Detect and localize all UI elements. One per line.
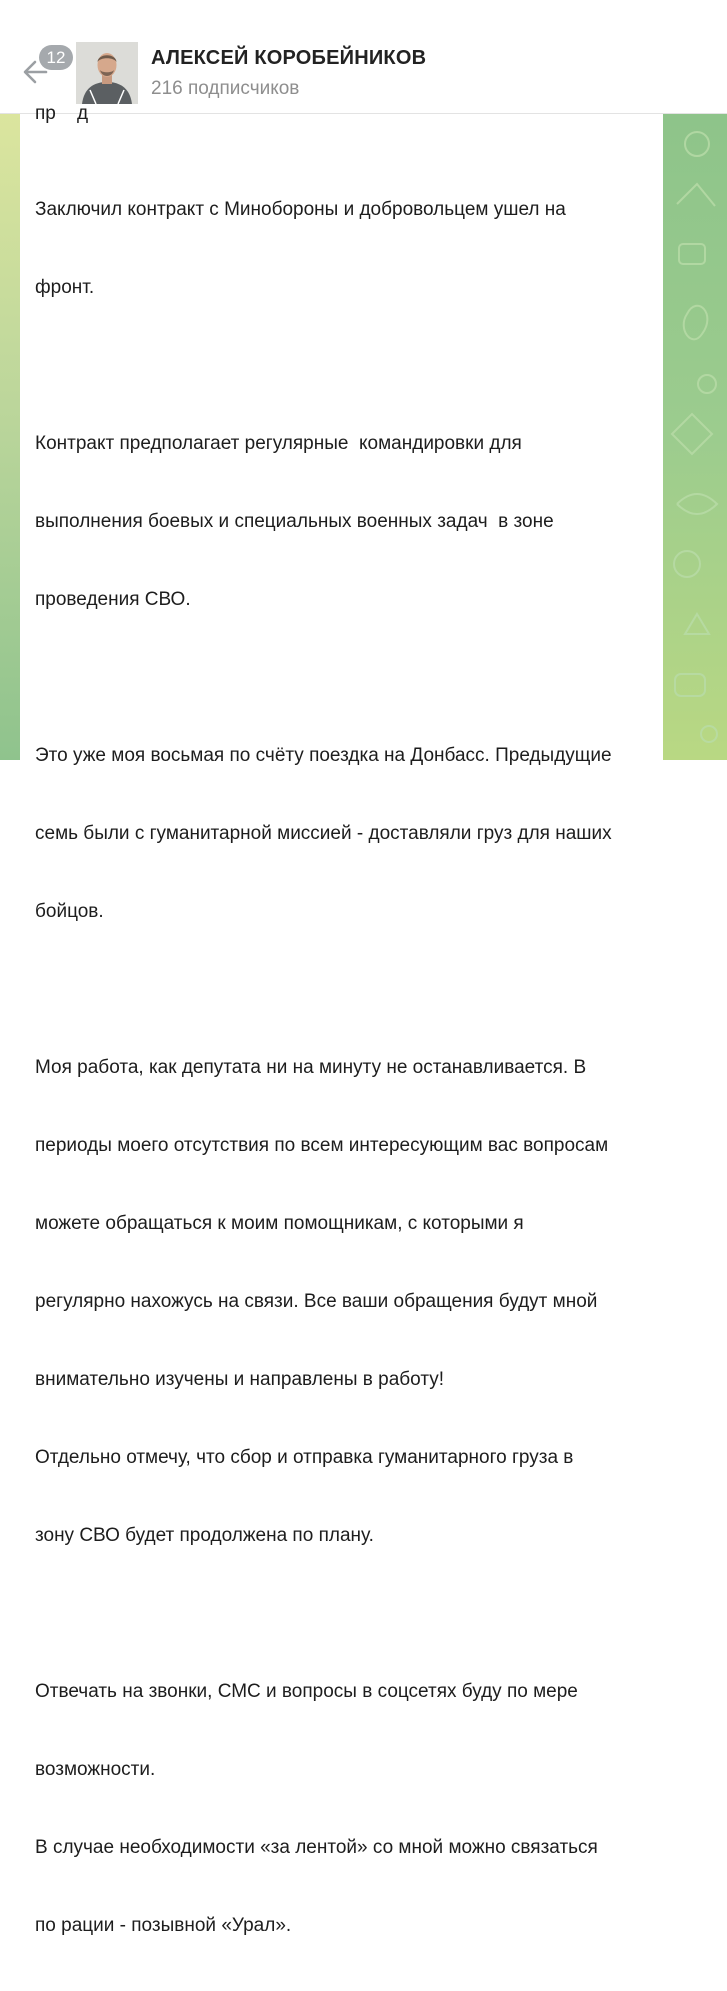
subscriber-count: 216 подписчиков bbox=[151, 78, 300, 99]
person-avatar-icon bbox=[76, 42, 138, 104]
wallpaper-doodles-icon bbox=[657, 114, 727, 760]
post-line: Моя работа, как депутата ни на минуту не останавливается. В bbox=[35, 1057, 587, 1078]
post-line: семь были с гуманитарной миссией - доставляли груз для наших bbox=[35, 823, 612, 844]
post-line bbox=[35, 1601, 655, 1627]
post-line: Заключил контракт с Минобороны и добровольцем ушел на bbox=[35, 199, 566, 220]
post-line: можете обращаться к моим помощникам, с которыми я bbox=[35, 1213, 524, 1234]
post-line: зону СВО будет продолжена по плану. bbox=[35, 1525, 374, 1546]
post-line: Отдельно отмечу, что сбор и отправка гуманитарного груза в bbox=[35, 1447, 574, 1468]
window-top-strip bbox=[0, 0, 727, 32]
post-text bbox=[35, 145, 655, 1991]
post-line: Это уже моя восьмая по счёту поездка на Донбасс. Предыдущие bbox=[35, 745, 612, 766]
post-line bbox=[35, 665, 655, 691]
post-line: Отвечать на звонки, СМС и вопросы в соцсетях буду по мере bbox=[35, 1681, 578, 1702]
cut-off-text-line: пр д bbox=[35, 103, 89, 124]
post-line: проведения СВО. bbox=[35, 589, 191, 610]
post-line: Контракт предполагает регулярные командировки для bbox=[35, 433, 522, 454]
post-line: внимательно изучены и направлены в работу! bbox=[35, 1369, 445, 1390]
post-line: бойцов. bbox=[35, 901, 104, 922]
channel-header bbox=[0, 32, 727, 114]
channel-title[interactable]: АЛЕКСЕЙ КОРОБЕЙНИКОВ bbox=[151, 47, 427, 69]
post-line: фронт. bbox=[35, 277, 95, 298]
post-line: регулярно нахожусь на связи. Все ваши обращения будут мной bbox=[35, 1291, 598, 1312]
channel-avatar[interactable] bbox=[76, 42, 138, 104]
unread-count-badge: 12 bbox=[39, 45, 73, 70]
post-line: В случае необходимости «за лентой» со мной можно связаться bbox=[35, 1837, 598, 1858]
post-line bbox=[35, 977, 655, 1003]
post-line: периоды моего отсутствия по всем интересующим вас вопросам bbox=[35, 1135, 609, 1156]
channel-post bbox=[20, 103, 663, 1936]
post-line: по рации - позывной «Урал». bbox=[35, 1915, 292, 1936]
post-line bbox=[35, 353, 655, 379]
post-line: выполнения боевых и специальных военных задач в зоне bbox=[35, 511, 554, 532]
post-line: возможности. bbox=[35, 1759, 156, 1780]
